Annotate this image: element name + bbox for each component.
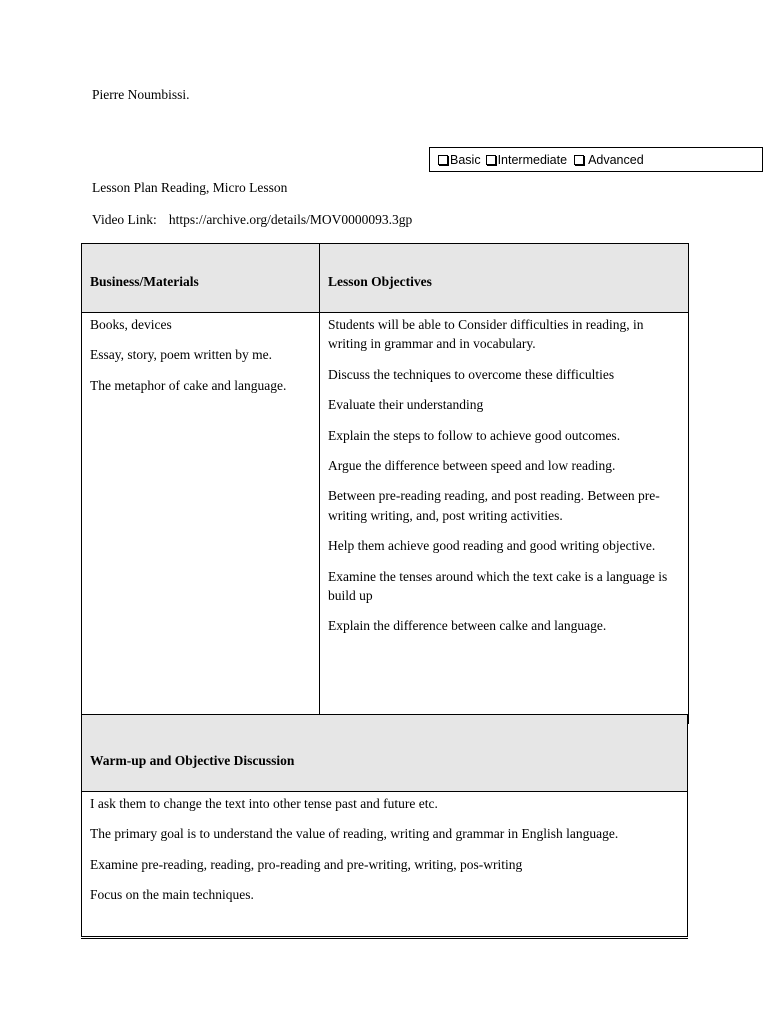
level-intermediate[interactable] xyxy=(486,153,567,167)
video-link-url[interactable]: https://archive.org/details/MOV0000093.3gp xyxy=(168,212,413,227)
material-item: Essay, story, poem written by me. xyxy=(90,347,272,363)
level-basic[interactable] xyxy=(438,153,481,167)
materials-cell xyxy=(82,313,320,724)
objective-item: Help them achieve good reading and good writing objective. xyxy=(328,538,656,554)
objective-item: Discuss the techniques to overcome these difficulties xyxy=(328,366,615,382)
materials-header: Business/Materials xyxy=(82,244,320,313)
level-advanced[interactable] xyxy=(572,153,644,167)
objectives-header: Lesson Objectives xyxy=(320,244,689,313)
objective-item: Examine the tenses around which the text cake is a language is build up xyxy=(328,568,668,604)
lesson-title: Lesson Plan Reading, Micro Lesson xyxy=(92,180,288,195)
level-label: Intermediate xyxy=(497,152,568,167)
objective-item: Argue the difference between speed and low reading. xyxy=(328,458,616,474)
warmup-item: The primary goal is to understand the value of reading, writing and grammar in English language. xyxy=(90,826,619,842)
objective-item: Between pre-reading reading, and post reading. Between pre-writing writing, and, post writing activities. xyxy=(328,488,660,523)
material-item: Books, devices xyxy=(90,317,172,332)
warmup-item: Examine pre-reading, reading, pro-reading and pre-writing, writing, pos-writing xyxy=(90,856,523,872)
warmup-header: Warm-up and Objective Discussion xyxy=(82,715,688,792)
materials-objectives-table xyxy=(81,243,689,724)
objective-item: Explain the steps to follow to achieve good outcomes. xyxy=(328,427,621,443)
checkbox-icon xyxy=(438,155,448,165)
warmup-cell xyxy=(82,792,688,938)
video-link-line xyxy=(92,212,412,228)
level-label: Advanced xyxy=(588,152,644,167)
objective-item: Students will be able to Consider difficulties in reading, in writing in grammar and in vocabulary. xyxy=(328,317,644,352)
checkbox-icon xyxy=(486,155,496,165)
objective-item: Evaluate their understanding xyxy=(328,397,484,413)
checkbox-icon xyxy=(574,155,584,165)
objectives-cell xyxy=(320,313,689,724)
level-label: Basic xyxy=(450,152,481,167)
video-link-label: Video Link: xyxy=(92,212,157,227)
warmup-table xyxy=(81,714,688,939)
objective-item: Explain the difference between calke and language. xyxy=(328,618,607,634)
warmup-item: Focus on the main techniques. xyxy=(90,887,254,903)
author-name: Pierre Noumbissi. xyxy=(92,87,190,102)
warmup-item: I ask them to change the text into other tense past and future etc. xyxy=(90,796,438,811)
material-item: The metaphor of cake and language. xyxy=(90,377,287,393)
level-selector xyxy=(429,147,763,172)
